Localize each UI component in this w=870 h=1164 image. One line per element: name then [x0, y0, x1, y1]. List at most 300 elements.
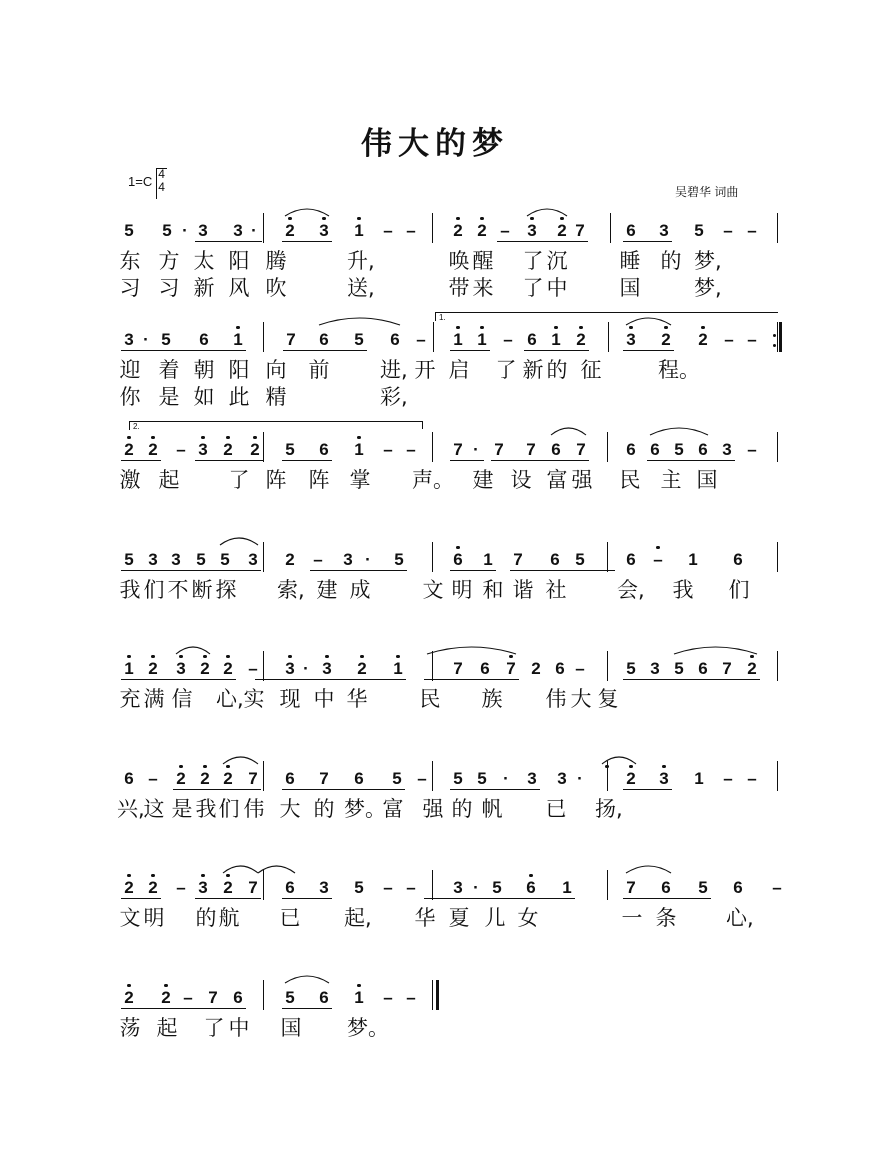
dash-sustain: – — [747, 221, 757, 240]
time-bottom: 4 — [158, 180, 165, 194]
dash-sustain: – — [148, 769, 158, 788]
note: 2 — [477, 221, 487, 240]
high-octave-dot — [201, 874, 204, 877]
eighth-underline — [424, 898, 575, 899]
high-octave-dot — [201, 436, 204, 439]
eighth-underline — [623, 241, 672, 242]
high-octave-dot — [236, 326, 239, 329]
high-octave-dot — [396, 655, 399, 658]
dash-sustain: – — [183, 988, 193, 1007]
lyric: 启 — [448, 358, 470, 382]
dash-sustain: – — [248, 659, 258, 678]
lyric: 如 — [193, 385, 215, 409]
lyric: 精 — [265, 385, 287, 409]
repeat-dot — [773, 344, 776, 347]
dash-sustain: – — [416, 330, 426, 349]
lyric: 的 — [451, 797, 473, 821]
repeat-bar — [779, 322, 782, 352]
eighth-underline — [173, 789, 261, 790]
eighth-underline — [450, 350, 490, 351]
lyric: 习 — [119, 276, 141, 300]
note: 3 — [557, 769, 567, 788]
high-octave-dot — [360, 655, 363, 658]
volta-1-bracket — [435, 312, 778, 321]
volta-2-end — [422, 421, 423, 429]
high-octave-dot — [701, 326, 704, 329]
lyric: 主 — [660, 468, 682, 492]
lyric: 华 — [414, 906, 436, 930]
note: 7 — [319, 769, 329, 788]
eighth-underline — [121, 350, 246, 351]
note: 5 — [626, 659, 636, 678]
eighth-underline — [282, 460, 332, 461]
high-octave-dot — [127, 984, 130, 987]
lyric: 阵 — [265, 468, 287, 492]
lyric: 梦。 — [344, 797, 386, 821]
note: 6 — [354, 769, 364, 788]
lyric: 了 — [522, 276, 544, 300]
dash-sustain: – — [503, 330, 513, 349]
note: 5 — [453, 769, 463, 788]
volta-1-label: 1. — [439, 313, 446, 322]
eighth-underline — [497, 241, 588, 242]
note: 5 — [392, 769, 402, 788]
bar-line — [432, 651, 433, 681]
note: 6 — [555, 659, 565, 678]
final-bar-thick — [436, 980, 439, 1010]
note: 3 — [626, 330, 636, 349]
note: 2 — [531, 659, 541, 678]
lyric: 探 — [215, 578, 237, 602]
eighth-underline — [195, 460, 263, 461]
dash-sustain: – — [383, 440, 393, 459]
augmentation-dot: · — [365, 550, 371, 569]
eighth-underline — [524, 350, 589, 351]
dash-sustain: – — [313, 550, 323, 569]
lyric: 醒 — [472, 249, 494, 273]
bar-line — [432, 213, 433, 243]
lyric: 吹 — [265, 276, 287, 300]
slur — [175, 643, 211, 655]
slur — [257, 862, 296, 874]
note: 7 — [576, 440, 586, 459]
eighth-underline — [491, 460, 589, 461]
lyric: 这 — [143, 797, 165, 821]
bar-line — [777, 542, 778, 572]
high-octave-dot — [151, 655, 154, 658]
eighth-underline — [623, 350, 674, 351]
note: 1 — [477, 330, 487, 349]
dash-sustain: – — [500, 221, 510, 240]
eighth-underline — [255, 679, 406, 680]
note: 5 — [124, 221, 134, 240]
note: 5 — [698, 878, 708, 897]
lyric: 儿 — [484, 906, 506, 930]
eighth-underline — [195, 241, 262, 242]
augmentation-dot: · — [182, 221, 188, 240]
high-octave-dot — [151, 436, 154, 439]
lyric: 我 — [672, 578, 694, 602]
note: 6 — [199, 330, 209, 349]
note: 1 — [483, 550, 493, 569]
note: 6 — [650, 440, 660, 459]
slur — [426, 643, 517, 655]
note: 1 — [694, 769, 704, 788]
note: 7 — [626, 878, 636, 897]
dash-sustain: – — [724, 330, 734, 349]
dash-sustain: – — [723, 769, 733, 788]
note: 2 — [357, 659, 367, 678]
eighth-underline — [282, 241, 332, 242]
lyric: 社 — [545, 578, 567, 602]
note: 2 — [223, 659, 233, 678]
lyric: 伟 — [545, 687, 567, 711]
slur — [526, 205, 568, 217]
note: 2 — [124, 878, 134, 897]
slur — [601, 753, 637, 765]
key-label: 1=C — [128, 173, 153, 189]
lyric: 心, — [726, 906, 754, 930]
note: 7 — [575, 221, 585, 240]
slur-curve — [220, 538, 258, 545]
note: 2 — [453, 221, 463, 240]
eighth-underline — [282, 789, 405, 790]
lyric: 充 — [119, 687, 141, 711]
bar-line — [263, 651, 264, 681]
slur-curve — [650, 428, 708, 435]
note: 6 — [698, 659, 708, 678]
note: 7 — [208, 988, 218, 1007]
lyric: 已 — [279, 906, 301, 930]
high-octave-dot — [357, 436, 360, 439]
slur — [550, 424, 587, 436]
lyric: 设 — [510, 468, 532, 492]
lyric: 是 — [171, 797, 193, 821]
lyric: 起 — [158, 468, 180, 492]
note: 2 — [626, 769, 636, 788]
bar-line — [607, 542, 608, 572]
note: 1 — [453, 330, 463, 349]
lyric: 中 — [228, 1016, 250, 1040]
slur — [625, 862, 672, 874]
lyric: 建 — [316, 578, 338, 602]
note: 1 — [233, 330, 243, 349]
bar-line — [607, 651, 608, 681]
high-octave-dot — [456, 546, 459, 549]
lyric: 兴, — [117, 797, 145, 821]
lyric: 航 — [218, 906, 240, 930]
high-octave-dot — [288, 217, 291, 220]
dash-sustain: – — [575, 659, 585, 678]
high-octave-dot — [164, 984, 167, 987]
note: 3 — [527, 221, 537, 240]
note: 5 — [492, 878, 502, 897]
note: 3 — [453, 878, 463, 897]
lyric: 帆 — [481, 797, 503, 821]
lyric: 掌 — [349, 468, 371, 492]
dash-sustain: – — [406, 878, 416, 897]
lyric: 们 — [218, 797, 240, 821]
high-octave-dot — [357, 984, 360, 987]
lyric: 你 — [119, 385, 141, 409]
note: 2 — [698, 330, 708, 349]
lyric: 送, — [347, 276, 375, 300]
note: 2 — [148, 659, 158, 678]
bar-line — [607, 870, 608, 900]
lyric: 起 — [156, 1016, 178, 1040]
final-bar-thin — [432, 980, 433, 1010]
note: 2 — [285, 550, 295, 569]
note: 7 — [453, 659, 463, 678]
lyric: 睡 — [619, 249, 641, 273]
lyric: 已 — [545, 797, 567, 821]
time-signature — [158, 168, 165, 194]
dash-sustain: – — [417, 769, 427, 788]
lyric: 太 — [193, 249, 215, 273]
lyric: 心, — [216, 687, 244, 711]
lyric: 明 — [143, 906, 165, 930]
lyric: 来 — [472, 276, 494, 300]
lyric: 建 — [472, 468, 494, 492]
bar-line — [610, 213, 611, 243]
note: 7 — [526, 440, 536, 459]
dash-sustain: – — [176, 440, 186, 459]
lyric: 明 — [451, 578, 473, 602]
note: 2 — [223, 440, 233, 459]
high-octave-dot — [325, 655, 328, 658]
lyric: 现 — [279, 687, 301, 711]
note: 1 — [354, 221, 364, 240]
lyric: 进, — [380, 358, 408, 382]
lyric: 迎 — [119, 358, 141, 382]
note: 6 — [626, 550, 636, 569]
high-octave-dot — [226, 765, 229, 768]
slur — [649, 424, 709, 436]
eighth-underline — [623, 789, 672, 790]
lyric: 新 — [522, 358, 544, 382]
lyric: 国 — [280, 1016, 302, 1040]
lyric: 是 — [158, 385, 180, 409]
note: 1 — [354, 988, 364, 1007]
bar-line — [263, 213, 264, 243]
note: 3 — [148, 550, 158, 569]
bar-line — [263, 542, 264, 572]
dash-sustain: – — [406, 221, 416, 240]
high-octave-dot — [203, 765, 206, 768]
slur-curve — [176, 647, 210, 654]
note: 2 — [176, 769, 186, 788]
note: 2 — [747, 659, 757, 678]
lyric: 荡 — [119, 1016, 141, 1040]
lyric: 夏 — [448, 906, 470, 930]
augmentation-dot: · — [577, 769, 583, 788]
dash-sustain: – — [747, 330, 757, 349]
note: 5 — [220, 550, 230, 569]
lyric: 风 — [228, 276, 250, 300]
lyric: 强 — [422, 797, 444, 821]
note: 3 — [319, 878, 329, 897]
note: 6 — [733, 550, 743, 569]
note: 3 — [343, 550, 353, 569]
lyric: 征 — [580, 358, 602, 382]
bar-line — [608, 322, 609, 352]
note: 2 — [576, 330, 586, 349]
note: 3 — [124, 330, 134, 349]
note: 6 — [285, 878, 295, 897]
high-octave-dot — [127, 655, 130, 658]
slur-curve — [285, 976, 329, 983]
note: 6 — [319, 330, 329, 349]
lyric: 我 — [195, 797, 217, 821]
high-octave-dot — [509, 655, 512, 658]
eighth-underline — [310, 570, 407, 571]
note: 3 — [285, 659, 295, 678]
high-octave-dot — [226, 436, 229, 439]
lyric: 的 — [313, 797, 335, 821]
time-top: 4 — [158, 167, 165, 181]
note: 6 — [526, 878, 536, 897]
lyric: 民 — [619, 468, 641, 492]
note: 3 — [171, 550, 181, 569]
lyric: 梦, — [694, 249, 722, 273]
lyric: 了 — [228, 468, 250, 492]
lyric: 富 — [382, 797, 404, 821]
lyric: 阳 — [228, 249, 250, 273]
note: 3 — [198, 440, 208, 459]
eighth-underline — [282, 1008, 332, 1009]
slur — [284, 972, 330, 984]
bar-line — [263, 761, 264, 791]
dash-sustain: – — [772, 878, 782, 897]
note: 7 — [248, 878, 258, 897]
high-octave-dot — [530, 217, 533, 220]
high-octave-dot — [579, 326, 582, 329]
slur-curve — [319, 318, 400, 325]
bar-line — [263, 322, 264, 352]
high-octave-dot — [456, 217, 459, 220]
note: 6 — [551, 440, 561, 459]
lyric: 断 — [191, 578, 213, 602]
note: 6 — [626, 440, 636, 459]
note: 6 — [733, 878, 743, 897]
bar-line — [263, 870, 264, 900]
note: 3 — [233, 221, 243, 240]
lyric: 满 — [143, 687, 165, 711]
note: 1 — [551, 330, 561, 349]
high-octave-dot — [127, 436, 130, 439]
note: 2 — [124, 440, 134, 459]
lyric: 着 — [158, 358, 180, 382]
bar-line — [263, 432, 264, 462]
note: 5 — [477, 769, 487, 788]
lyric: 阵 — [308, 468, 330, 492]
note: 6 — [626, 221, 636, 240]
bar-line — [263, 980, 264, 1010]
slur-curve — [626, 866, 671, 873]
eighth-underline — [424, 679, 519, 680]
high-octave-dot — [480, 326, 483, 329]
high-octave-dot — [662, 765, 665, 768]
bar-line — [432, 870, 433, 900]
volta-2-label: 2. — [133, 422, 140, 431]
lyric: 起, — [344, 906, 372, 930]
note: 2 — [200, 659, 210, 678]
high-octave-dot — [151, 874, 154, 877]
high-octave-dot — [179, 655, 182, 658]
note: 6 — [661, 878, 671, 897]
note: 5 — [285, 988, 295, 1007]
lyric: 族 — [481, 687, 503, 711]
slur — [222, 753, 259, 765]
note: 2 — [223, 769, 233, 788]
high-octave-dot — [357, 217, 360, 220]
lyric: 中 — [546, 276, 568, 300]
note: 1 — [124, 659, 134, 678]
lyric: 升, — [347, 249, 375, 273]
note: 2 — [661, 330, 671, 349]
high-octave-dot — [127, 874, 130, 877]
eighth-underline — [121, 679, 236, 680]
lyric: 声。 — [412, 468, 454, 492]
note: 5 — [354, 330, 364, 349]
bar-line — [777, 432, 778, 462]
slur — [673, 643, 758, 655]
lyric: 复 — [597, 687, 619, 711]
high-octave-dot — [750, 655, 753, 658]
high-octave-dot — [656, 546, 659, 549]
lyric: 此 — [228, 385, 250, 409]
eighth-underline — [450, 570, 496, 571]
lyric: 强 — [571, 468, 593, 492]
lyric: 东 — [119, 249, 141, 273]
lyric: 新 — [193, 276, 215, 300]
note: 3 — [198, 221, 208, 240]
lyric: 实 — [243, 687, 265, 711]
lyric: 国 — [696, 468, 718, 492]
note: 7 — [494, 440, 504, 459]
lyric: 中 — [313, 687, 335, 711]
lyric: 们 — [143, 578, 165, 602]
note: 2 — [200, 769, 210, 788]
augmentation-dot: · — [473, 440, 479, 459]
lyric: 程。 — [658, 358, 700, 382]
eighth-underline — [121, 898, 161, 899]
lyric: 文 — [422, 578, 444, 602]
slur-curve — [427, 647, 516, 654]
lyric: 大 — [570, 687, 592, 711]
lyric: 伟 — [243, 797, 265, 821]
note: 5 — [674, 440, 684, 459]
dash-sustain: – — [406, 988, 416, 1007]
lyric: 成 — [349, 578, 371, 602]
note: 1 — [688, 550, 698, 569]
lyric: 了 — [522, 249, 544, 273]
slur — [284, 205, 330, 217]
lyric: 了 — [203, 1016, 225, 1040]
note: 6 — [390, 330, 400, 349]
note: 6 — [124, 769, 134, 788]
lyric: 大 — [279, 797, 301, 821]
volta-2-bracket — [129, 421, 423, 430]
bar-line — [432, 542, 433, 572]
bar-line — [777, 213, 778, 243]
eighth-underline — [623, 898, 711, 899]
lyric: 带 — [448, 276, 470, 300]
eighth-underline — [121, 460, 161, 461]
high-octave-dot — [322, 217, 325, 220]
high-octave-dot — [480, 217, 483, 220]
note: 5 — [162, 221, 172, 240]
